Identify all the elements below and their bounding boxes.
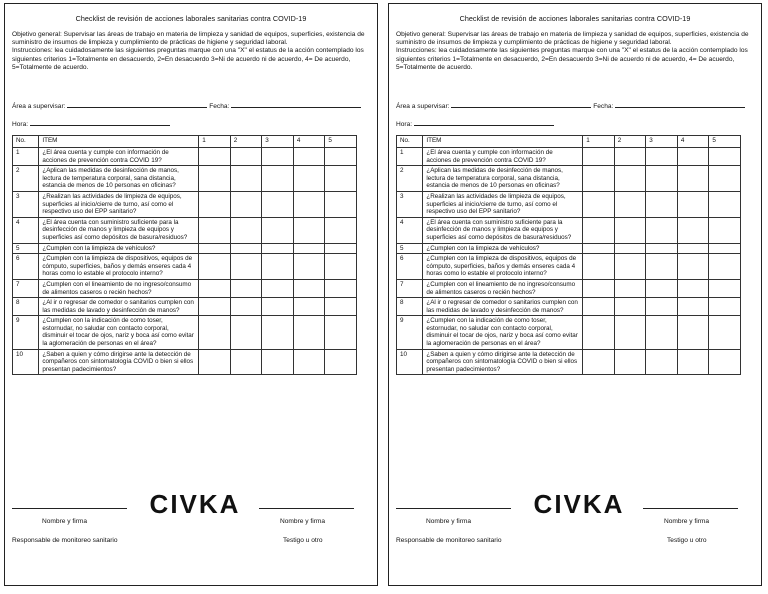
row-no: 2 bbox=[397, 166, 423, 192]
score-cell[interactable] bbox=[199, 243, 231, 254]
role-responsible: Responsable de monitoreo sanitario bbox=[396, 537, 502, 544]
score-cell[interactable] bbox=[293, 243, 325, 254]
table-row bbox=[397, 298, 741, 316]
row-no: 10 bbox=[397, 349, 423, 375]
row-no: 1 bbox=[13, 148, 39, 166]
score-cell[interactable] bbox=[293, 298, 325, 316]
area-fecha-line bbox=[12, 101, 361, 110]
role-witness: Testigo u otro bbox=[667, 537, 707, 544]
row-item: ¿El área cuenta y cumple con información de acciones de prevención contra COVID 19? bbox=[39, 148, 199, 166]
score-cell[interactable] bbox=[199, 298, 231, 316]
score-cell[interactable] bbox=[677, 279, 709, 297]
row-item: ¿Realizan las actividades de limpieza de equipos, superficies al inicio/cierre de turno, así como el respectivo uso del EPP sanitario? bbox=[39, 191, 199, 217]
score-cell[interactable] bbox=[199, 166, 231, 192]
row-no: 7 bbox=[397, 279, 423, 297]
score-cell[interactable] bbox=[614, 243, 646, 254]
checklist-table bbox=[12, 135, 357, 375]
table-header-row bbox=[397, 136, 741, 148]
row-no: 6 bbox=[13, 254, 39, 280]
score-cell[interactable] bbox=[230, 349, 262, 375]
row-item: ¿Aplican las medidas de desinfección de manos, lectura de temperatura corporal, sana distancia, estancia de menos de 10 personas en oficinas? bbox=[423, 166, 583, 192]
score-cell[interactable] bbox=[293, 316, 325, 349]
score-cell[interactable] bbox=[293, 191, 325, 217]
table-row bbox=[13, 166, 357, 192]
score-cell[interactable] bbox=[614, 316, 646, 349]
row-no: 5 bbox=[397, 243, 423, 254]
header-score-2: 2 bbox=[614, 136, 646, 148]
score-cell[interactable] bbox=[709, 254, 741, 280]
objective-text: Objetivo general: Supervisar las áreas de trabajo en materia de limpieza y sanidad de equipos, superficies, existencia de suministro de insumos de limpieza y cumplimiento de prácticas de higiene y seguridad laboral. bbox=[12, 31, 365, 47]
score-cell[interactable] bbox=[325, 279, 357, 297]
score-cell[interactable] bbox=[677, 254, 709, 280]
row-no: 1 bbox=[397, 148, 423, 166]
score-cell[interactable] bbox=[677, 316, 709, 349]
score-cell[interactable] bbox=[262, 316, 294, 349]
table-row bbox=[13, 148, 357, 166]
row-item: ¿El área cuenta con suministro suficiente para la desinfección de manos y limpieza de equipos y superficies así como depósitos de basura/residuos? bbox=[423, 217, 583, 243]
score-cell[interactable] bbox=[262, 279, 294, 297]
row-no: 7 bbox=[13, 279, 39, 297]
header-score-4: 4 bbox=[677, 136, 709, 148]
row-item: ¿El área cuenta con suministro suficiente para la desinfección de manos y limpieza de equipos y superficies así como depósitos de basura/residuos? bbox=[39, 217, 199, 243]
instructions-text: Instrucciones: lea cuidadosamente las siguientes preguntas marque con una "X" el estatus de la acción contemplado los siguientes criterios 1=Totalmente en desacuerdo, 2=En desacuerdo 3=Ni de acuerdo ni de acuerdo, 4= De acuerdo, 5=Totalmente de acuerdo. bbox=[12, 47, 364, 71]
score-cell[interactable] bbox=[262, 254, 294, 280]
score-cell[interactable] bbox=[230, 217, 262, 243]
fecha-label: Fecha: bbox=[593, 103, 614, 110]
score-cell[interactable] bbox=[709, 217, 741, 243]
score-cell[interactable] bbox=[677, 148, 709, 166]
row-no: 4 bbox=[13, 217, 39, 243]
checklist-page-left bbox=[4, 3, 378, 586]
score-cell[interactable] bbox=[583, 298, 615, 316]
row-item: ¿Al ir o regresar de comedor o sanitarios cumplen con las medidas de lavado y desinfección de manos? bbox=[39, 298, 199, 316]
table-row bbox=[397, 191, 741, 217]
signature-name-right: Nombre y firma bbox=[664, 518, 710, 525]
score-cell[interactable] bbox=[325, 166, 357, 192]
score-cell[interactable] bbox=[325, 148, 357, 166]
checklist-title: Checklist de revisión de acciones laborales sanitarias contra COVID-19 bbox=[75, 14, 307, 23]
header-score-5: 5 bbox=[325, 136, 357, 148]
score-cell[interactable] bbox=[293, 217, 325, 243]
score-cell[interactable] bbox=[583, 243, 615, 254]
header-score-2: 2 bbox=[230, 136, 262, 148]
score-cell[interactable] bbox=[709, 243, 741, 254]
score-cell[interactable] bbox=[583, 316, 615, 349]
score-cell[interactable] bbox=[199, 349, 231, 375]
score-cell[interactable] bbox=[583, 254, 615, 280]
row-item: ¿Cumplen con la limpieza de vehículos? bbox=[39, 243, 199, 254]
table-row bbox=[13, 316, 357, 349]
score-cell[interactable] bbox=[230, 191, 262, 217]
header-item: ITEM bbox=[423, 136, 583, 148]
hora-line bbox=[12, 119, 170, 128]
row-item: ¿El área cuenta y cumple con información de acciones de prevención contra COVID 19? bbox=[423, 148, 583, 166]
table-row bbox=[13, 349, 357, 375]
score-cell[interactable] bbox=[293, 148, 325, 166]
row-no: 8 bbox=[397, 298, 423, 316]
signature-name-left: Nombre y firma bbox=[42, 518, 88, 525]
signature-name-left: Nombre y firma bbox=[426, 518, 472, 525]
row-no: 6 bbox=[397, 254, 423, 280]
area-label: Área a supervisar: bbox=[12, 103, 66, 110]
table-header-row bbox=[13, 136, 357, 148]
score-cell[interactable] bbox=[230, 243, 262, 254]
table-row bbox=[13, 254, 357, 280]
row-no: 9 bbox=[13, 316, 39, 349]
role-responsible: Responsable de monitoreo sanitario bbox=[12, 537, 118, 544]
score-cell[interactable] bbox=[325, 254, 357, 280]
row-no: 3 bbox=[13, 191, 39, 217]
score-cell[interactable] bbox=[614, 217, 646, 243]
score-cell[interactable] bbox=[646, 217, 678, 243]
score-cell[interactable] bbox=[646, 279, 678, 297]
score-cell[interactable] bbox=[293, 279, 325, 297]
hora-input-line[interactable] bbox=[414, 119, 554, 126]
score-cell[interactable] bbox=[646, 243, 678, 254]
checklist-title: Checklist de revisión de acciones laborales sanitarias contra COVID-19 bbox=[459, 14, 691, 23]
civka-logo: CIVKA bbox=[533, 489, 625, 519]
row-item: ¿Saben a quien y cómo dirigirse ante la detección de compañeros con sintomatología COVID o bien si ellos presentan padecimientos? bbox=[423, 349, 583, 375]
score-cell[interactable] bbox=[262, 148, 294, 166]
row-item: ¿Cumplen con la indicación de como toser, estornudar, no saludar con contacto corporal, disminuir el tocar de ojos, nariz y boca así como evitar la aglomeración de personas en el área? bbox=[423, 316, 583, 349]
objective-text: Objetivo general: Supervisar las áreas de trabajo en materia de limpieza y sanidad de equipos, superficies, existencia de suministro de insumos de limpieza y cumplimiento de prácticas de higiene y seguridad laboral. bbox=[396, 31, 749, 47]
row-no: 9 bbox=[397, 316, 423, 349]
score-cell[interactable] bbox=[325, 217, 357, 243]
score-cell[interactable] bbox=[614, 298, 646, 316]
score-cell[interactable] bbox=[262, 243, 294, 254]
checklist-table bbox=[396, 135, 741, 375]
score-cell[interactable] bbox=[199, 217, 231, 243]
score-cell[interactable] bbox=[677, 349, 709, 375]
score-cell[interactable] bbox=[646, 316, 678, 349]
signature-line-right[interactable] bbox=[643, 508, 738, 509]
header-score-3: 3 bbox=[262, 136, 294, 148]
score-cell[interactable] bbox=[677, 166, 709, 192]
row-item: ¿Saben a quien y cómo dirigirse ante la detección de compañeros con sintomatología COVID o bien si ellos presentan padecimientos? bbox=[39, 349, 199, 375]
area-fecha-line bbox=[396, 101, 745, 110]
row-item: ¿Aplican las medidas de desinfección de manos, lectura de temperatura corporal, sana distancia, estancia de menos de 10 personas en oficinas? bbox=[39, 166, 199, 192]
score-cell[interactable] bbox=[614, 148, 646, 166]
score-cell[interactable] bbox=[614, 166, 646, 192]
score-cell[interactable] bbox=[325, 349, 357, 375]
table-row bbox=[397, 243, 741, 254]
table-row bbox=[397, 316, 741, 349]
checklist-intro bbox=[12, 31, 369, 72]
table-row bbox=[397, 217, 741, 243]
row-no: 8 bbox=[13, 298, 39, 316]
row-no: 2 bbox=[13, 166, 39, 192]
score-cell[interactable] bbox=[199, 316, 231, 349]
score-cell[interactable] bbox=[230, 298, 262, 316]
row-item: ¿Cumplen con la limpieza de dispositivos, equipos de cómputo, superficies, baños y demás enseres cada 4 horas como lo estable el protocolo interno? bbox=[423, 254, 583, 280]
score-cell[interactable] bbox=[230, 148, 262, 166]
score-cell[interactable] bbox=[583, 191, 615, 217]
header-no: No. bbox=[397, 136, 423, 148]
score-cell[interactable] bbox=[199, 254, 231, 280]
score-cell[interactable] bbox=[583, 349, 615, 375]
score-cell[interactable] bbox=[583, 148, 615, 166]
score-cell[interactable] bbox=[262, 166, 294, 192]
row-item: ¿Cumplen con la limpieza de dispositivos, equipos de cómputo, superficies, baños y demás enseres cada 4 horas como lo estable el protocolo interno? bbox=[39, 254, 199, 280]
score-cell[interactable] bbox=[230, 279, 262, 297]
table-row bbox=[13, 279, 357, 297]
table-row bbox=[397, 279, 741, 297]
score-cell[interactable] bbox=[709, 148, 741, 166]
fecha-input-line[interactable] bbox=[231, 101, 361, 108]
score-cell[interactable] bbox=[199, 279, 231, 297]
score-cell[interactable] bbox=[325, 316, 357, 349]
row-no: 3 bbox=[397, 191, 423, 217]
area-label: Área a supervisar: bbox=[396, 103, 450, 110]
score-cell[interactable] bbox=[262, 217, 294, 243]
score-cell[interactable] bbox=[677, 298, 709, 316]
table-row bbox=[397, 166, 741, 192]
score-cell[interactable] bbox=[709, 279, 741, 297]
header-score-1: 1 bbox=[199, 136, 231, 148]
score-cell[interactable] bbox=[646, 349, 678, 375]
score-cell[interactable] bbox=[293, 254, 325, 280]
score-cell[interactable] bbox=[677, 217, 709, 243]
score-cell[interactable] bbox=[646, 148, 678, 166]
score-cell[interactable] bbox=[262, 191, 294, 217]
fecha-label: Fecha: bbox=[209, 103, 230, 110]
table-row bbox=[13, 243, 357, 254]
score-cell[interactable] bbox=[583, 217, 615, 243]
score-cell[interactable] bbox=[646, 166, 678, 192]
area-input-line[interactable] bbox=[67, 101, 207, 108]
score-cell[interactable] bbox=[230, 316, 262, 349]
score-cell[interactable] bbox=[325, 191, 357, 217]
score-cell[interactable] bbox=[230, 254, 262, 280]
score-cell[interactable] bbox=[325, 298, 357, 316]
score-cell[interactable] bbox=[709, 191, 741, 217]
role-witness: Testigo u otro bbox=[283, 537, 323, 544]
header-score-4: 4 bbox=[293, 136, 325, 148]
score-cell[interactable] bbox=[646, 254, 678, 280]
score-cell[interactable] bbox=[646, 298, 678, 316]
score-cell[interactable] bbox=[199, 191, 231, 217]
signature-line-left[interactable] bbox=[12, 508, 127, 509]
score-cell[interactable] bbox=[325, 243, 357, 254]
row-no: 10 bbox=[13, 349, 39, 375]
table-row bbox=[397, 349, 741, 375]
score-cell[interactable] bbox=[677, 191, 709, 217]
hora-line bbox=[396, 119, 554, 128]
signature-name-right: Nombre y firma bbox=[280, 518, 326, 525]
row-item: ¿Cumplen con el lineamiento de no ingreso/consumo de alimentos caseros o recién hechos? bbox=[423, 279, 583, 297]
signature-line-right[interactable] bbox=[259, 508, 354, 509]
table-row bbox=[13, 298, 357, 316]
table-row bbox=[13, 191, 357, 217]
score-cell[interactable] bbox=[262, 349, 294, 375]
score-cell[interactable] bbox=[709, 349, 741, 375]
score-cell[interactable] bbox=[677, 243, 709, 254]
score-cell[interactable] bbox=[709, 298, 741, 316]
score-cell[interactable] bbox=[614, 191, 646, 217]
header-score-5: 5 bbox=[709, 136, 741, 148]
fecha-input-line[interactable] bbox=[615, 101, 745, 108]
row-item: ¿Cumplen con la limpieza de vehículos? bbox=[423, 243, 583, 254]
area-input-line[interactable] bbox=[451, 101, 591, 108]
score-cell[interactable] bbox=[709, 316, 741, 349]
score-cell[interactable] bbox=[614, 279, 646, 297]
table-row bbox=[13, 217, 357, 243]
civka-logo: CIVKA bbox=[149, 489, 241, 519]
checklist-intro bbox=[396, 31, 753, 72]
table-row bbox=[397, 148, 741, 166]
instructions-text: Instrucciones: lea cuidadosamente las siguientes preguntas marque con una "X" el estatus de la acción contemplado los siguientes criterios 1=Totalmente en desacuerdo, 2=En desacuerdo 3=Ni de acuerdo ni de acuerdo, 4= De acuerdo, 5=Totalmente de acuerdo. bbox=[396, 47, 748, 71]
score-cell[interactable] bbox=[199, 148, 231, 166]
hora-input-line[interactable] bbox=[30, 119, 170, 126]
row-item: ¿Cumplen con el lineamiento de no ingreso/consumo de alimentos caseros o recién hechos? bbox=[39, 279, 199, 297]
table-row bbox=[397, 254, 741, 280]
hora-label: Hora: bbox=[396, 121, 413, 128]
score-cell[interactable] bbox=[293, 166, 325, 192]
header-item: ITEM bbox=[39, 136, 199, 148]
score-cell[interactable] bbox=[583, 166, 615, 192]
score-cell[interactable] bbox=[646, 191, 678, 217]
header-no: No. bbox=[13, 136, 39, 148]
header-score-1: 1 bbox=[583, 136, 615, 148]
score-cell[interactable] bbox=[293, 349, 325, 375]
checklist-page-right bbox=[388, 3, 762, 586]
row-item: ¿Realizan las actividades de limpieza de equipos, superficies al inicio/cierre de turno, así como el respectivo uso del EPP sanitario? bbox=[423, 191, 583, 217]
hora-label: Hora: bbox=[12, 121, 29, 128]
header-score-3: 3 bbox=[646, 136, 678, 148]
row-item: ¿Al ir o regresar de comedor o sanitarios cumplen con las medidas de lavado y desinfección de manos? bbox=[423, 298, 583, 316]
score-cell[interactable] bbox=[614, 349, 646, 375]
row-no: 5 bbox=[13, 243, 39, 254]
row-item: ¿Cumplen con la indicación de como toser, estornudar, no saludar con contacto corporal, disminuir el tocar de ojos, nariz y boca así como evitar la aglomeración de personas en el área? bbox=[39, 316, 199, 349]
signature-line-left[interactable] bbox=[396, 508, 511, 509]
score-cell[interactable] bbox=[614, 254, 646, 280]
row-no: 4 bbox=[397, 217, 423, 243]
score-cell[interactable] bbox=[230, 166, 262, 192]
score-cell[interactable] bbox=[262, 298, 294, 316]
score-cell[interactable] bbox=[709, 166, 741, 192]
score-cell[interactable] bbox=[583, 279, 615, 297]
